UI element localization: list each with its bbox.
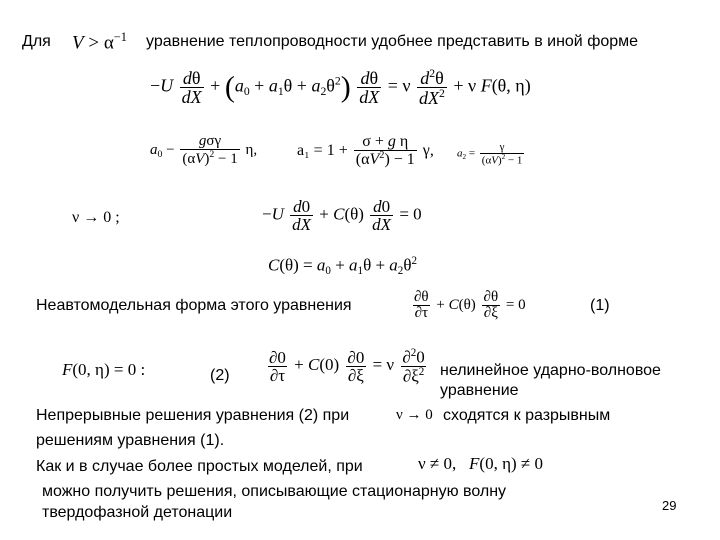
f-theta-eta-zero: F(0, η) = 0 : (62, 360, 146, 379)
intro-suffix: уравнение теплопроводности удобнее представить в иной форме (146, 33, 639, 50)
coefficient-a1: a₁ = 1 + $\frac{\text{σ + g η}}{(\alpha V^2) - 1}$ γ, (297, 133, 434, 169)
equation-1-number: (1) (590, 297, 610, 314)
equation-1: $\frac{\partial\theta}{\partial\tau}$ + C(θ) $\frac{\partial\theta}{\partial\xi}$ = 0 (414, 289, 526, 321)
heat-equation: −U $\frac{d\theta}{dX}$ + $(a_0 + a_1\theta + a_2\theta^2)$ $\frac{d\theta}{dX}$ = ν $\frac{d^2\theta}{dX^2}$ + ν F(θ, η) (150, 67, 531, 109)
equation-2-number: (2) (210, 367, 230, 384)
condition-v-gt-alpha-inverse: $V > \alpha^{-1}$ (72, 30, 127, 54)
page-number: 29 (662, 498, 677, 513)
intro-prefix: Для (22, 33, 51, 50)
coefficient-a0: $a_0$ − $\frac{\text{gσγ}}{(\alpha V)^2 - 1}$ η, (150, 133, 258, 167)
simple-models-line2: можно получить решения, описывающие стационарную волну (42, 483, 507, 500)
simple-models-line3: твердофазной детонации (42, 504, 233, 521)
continuous-line1b: сходятся к разрывным (443, 407, 611, 424)
nu-to-zero-inline: ν → 0 (396, 407, 433, 423)
coefficient-a1-gamma: γ, (422, 141, 434, 159)
coefficient-a2: $a_2$ = $\frac{\gamma}{(\alpha V)^2 - 1}$ (457, 141, 523, 167)
equation-2-desc-line1: нелинейное ударно-волновое (440, 362, 661, 379)
nu-to-zero-condition: ν → 0 ; (72, 209, 120, 226)
nu-not-zero-f-not-zero: ν ≠ 0, F(0, η) ≠ 0 (418, 454, 543, 473)
equation-2: $\frac{\partial 0}{\partial\tau}$ + C(0) $\frac{\partial 0}{\partial\xi}$ = ν $\frac{\partial^20}{\partial\xi^2}$ (269, 347, 425, 386)
coefficient-a1-lhs: a₁ = 1 + (297, 141, 348, 159)
c-theta-definition: $C(\theta) = a_0 + a_1\theta + a_2\theta^2$ (268, 255, 418, 277)
continuous-line2: решениям уравнения (1). (36, 432, 225, 449)
equation-2-desc-line2: уравнение (440, 382, 519, 399)
nonautomodel-label: Неавтомодельная форма этого уравнения (36, 297, 352, 314)
reduced-equation: −U $\frac{d0}{dX}$ + C(θ) $\frac{d0}{dX}$ = 0 (262, 197, 422, 234)
continuous-line1a: Непрерывные решения уравнения (2) при (36, 407, 350, 424)
simple-models-line1: Как и в случае более простых моделей, при (36, 458, 363, 475)
